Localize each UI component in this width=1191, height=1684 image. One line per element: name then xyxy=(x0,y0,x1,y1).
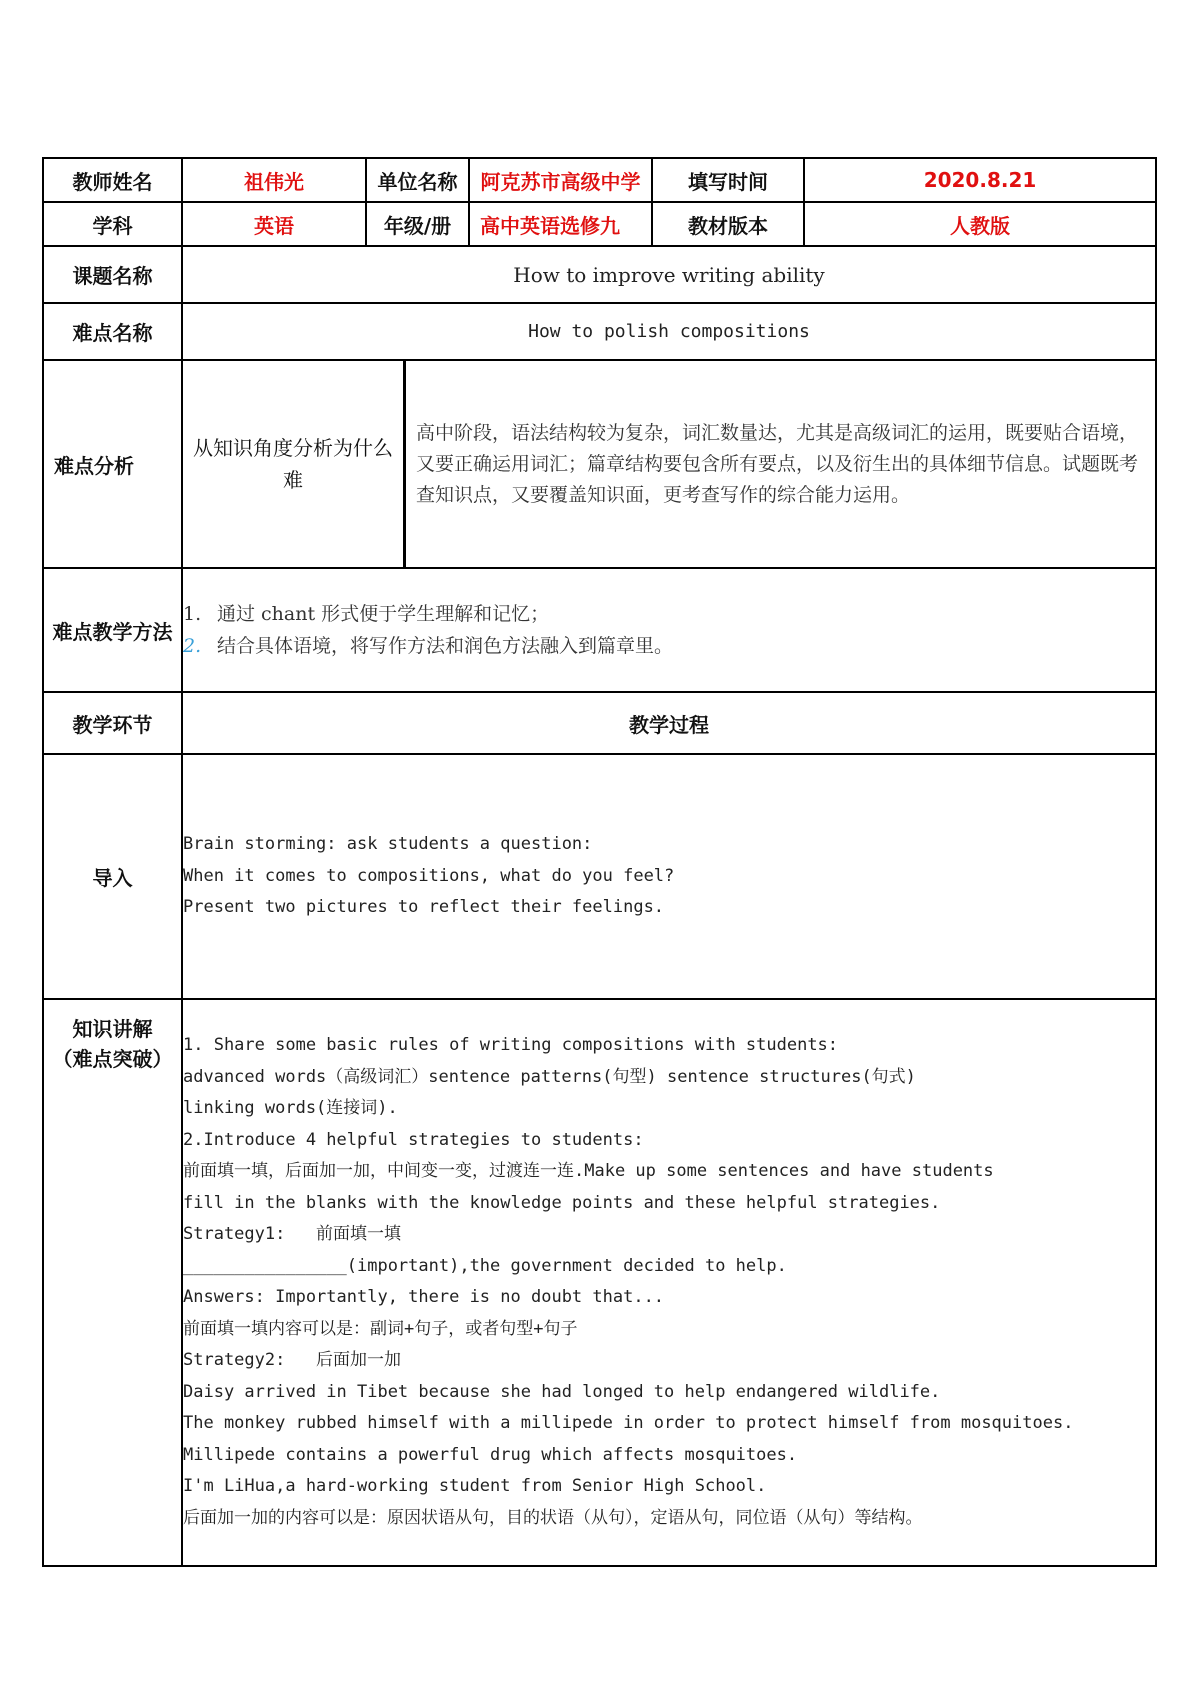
unit-value: 阿克苏市高级中学 xyxy=(469,158,652,202)
analysis-label: 难点分析 xyxy=(43,360,182,568)
intro-line: Present two pictures to reflect their feelings. xyxy=(183,897,665,918)
date-value: 2020.8.21 xyxy=(804,158,1156,202)
analysis-inner-table xyxy=(183,361,1155,567)
lesson-plan-table xyxy=(42,157,1157,1567)
difficulty-label: 难点名称 xyxy=(43,303,182,360)
date-label: 填写时间 xyxy=(652,158,804,202)
knowledge-line: 1. Share some basic rules of writing compositions with students: xyxy=(183,1035,839,1055)
intro-line: Brain storming: ask students a question: xyxy=(183,834,593,855)
grade-label: 年级/册 xyxy=(366,202,469,246)
knowledge-line: fill in the blanks with the knowledge points and these helpful strategies. xyxy=(183,1192,941,1213)
difficulty-value: How to polish compositions xyxy=(182,303,1156,360)
knowledge-line: 前面填一填，后面加一加，中间变一变，过渡连一连.Make up some sentences and have students xyxy=(183,1161,994,1181)
stage-header-row xyxy=(43,692,1156,754)
knowledge-line: Answers: Importantly, there is no doubt that... xyxy=(183,1287,665,1307)
method-item-number: 1. xyxy=(183,603,202,625)
topic-value: How to improve writing ability xyxy=(182,246,1156,303)
knowledge-line: ________________(important),the government decided to help. xyxy=(183,1255,787,1276)
knowledge-line: 后面加一加的内容可以是：原因状语从句，目的状语（从句），定语从句，同位语（从句）等结构。 xyxy=(183,1507,923,1528)
knowledge-line: The monkey rubbed himself with a millipede in order to protect himself from mosquitoes. xyxy=(183,1413,1074,1433)
method-item-text: 通过 chant 形式便于学生理解和记忆； xyxy=(217,603,550,625)
teacher-value: 祖伟光 xyxy=(182,158,366,202)
method-list xyxy=(182,568,1156,692)
method-label: 难点教学方法 xyxy=(43,568,182,692)
knowledge-label-line1: 知识讲解 xyxy=(72,1017,153,1041)
knowledge-line: Strategy2: 后面加一加 xyxy=(183,1350,402,1370)
topic-label: 课题名称 xyxy=(43,246,182,303)
method-item-text: 结合具体语境，将写作方法和润色方法融入到篇章里。 xyxy=(217,635,674,657)
knowledge-line: advanced words（高级词汇）sentence patterns(句型) sentence structures(句式) xyxy=(183,1066,916,1087)
process-label: 教学过程 xyxy=(182,692,1156,754)
header-row-1 xyxy=(43,158,1156,202)
knowledge-line: linking words(连接词). xyxy=(183,1098,398,1118)
knowledge-row xyxy=(43,999,1156,1566)
knowledge-line: 前面填一填内容可以是：副词+句子，或者句型+句子 xyxy=(183,1318,578,1339)
intro-label: 导入 xyxy=(43,754,182,999)
intro-content xyxy=(182,754,1156,999)
method-item xyxy=(183,598,1155,630)
header-row-2 xyxy=(43,202,1156,246)
topic-row xyxy=(43,246,1156,303)
edition-value: 人教版 xyxy=(804,202,1156,246)
grade-value: 高中英语选修九 xyxy=(469,202,652,246)
method-item-number: 2. xyxy=(183,635,202,657)
analysis-row xyxy=(43,360,1156,568)
knowledge-label-line2: （难点突破） xyxy=(52,1047,173,1071)
difficulty-row xyxy=(43,303,1156,360)
method-row xyxy=(43,568,1156,692)
knowledge-label xyxy=(43,999,182,1566)
analysis-content xyxy=(182,360,1156,568)
teacher-label: 教师姓名 xyxy=(43,158,182,202)
unit-label: 单位名称 xyxy=(366,158,469,202)
analysis-sub-label: 从知识角度分析为什么难 xyxy=(183,361,405,567)
intro-line: When it comes to compositions, what do you feel? xyxy=(183,865,675,886)
knowledge-line: I'm LiHua,a hard-working student from Senior High School. xyxy=(183,1476,767,1496)
knowledge-line: Daisy arrived in Tibet because she had longed to help endangered wildlife. xyxy=(183,1381,941,1402)
intro-row xyxy=(43,754,1156,999)
edition-label: 教材版本 xyxy=(652,202,804,246)
subject-value: 英语 xyxy=(182,202,366,246)
subject-label: 学科 xyxy=(43,202,182,246)
knowledge-line: Strategy1: 前面填一填 xyxy=(183,1224,402,1244)
method-item xyxy=(183,630,1155,662)
knowledge-line: 2.Introduce 4 helpful strategies to students: xyxy=(183,1129,644,1150)
analysis-text: 高中阶段，语法结构较为复杂，词汇数量达，尤其是高级词汇的运用，既要贴合语境，又要正确运用词汇；篇章结构要包含所有要点，以及衍生出的具体细节信息。试题既考查知识点，又要覆盖知识面，更考查写作的综合能力运用。 xyxy=(416,421,1139,506)
knowledge-line: Millipede contains a powerful drug which affects mosquitoes. xyxy=(183,1444,798,1465)
stage-label: 教学环节 xyxy=(43,692,182,754)
knowledge-content xyxy=(182,999,1156,1566)
